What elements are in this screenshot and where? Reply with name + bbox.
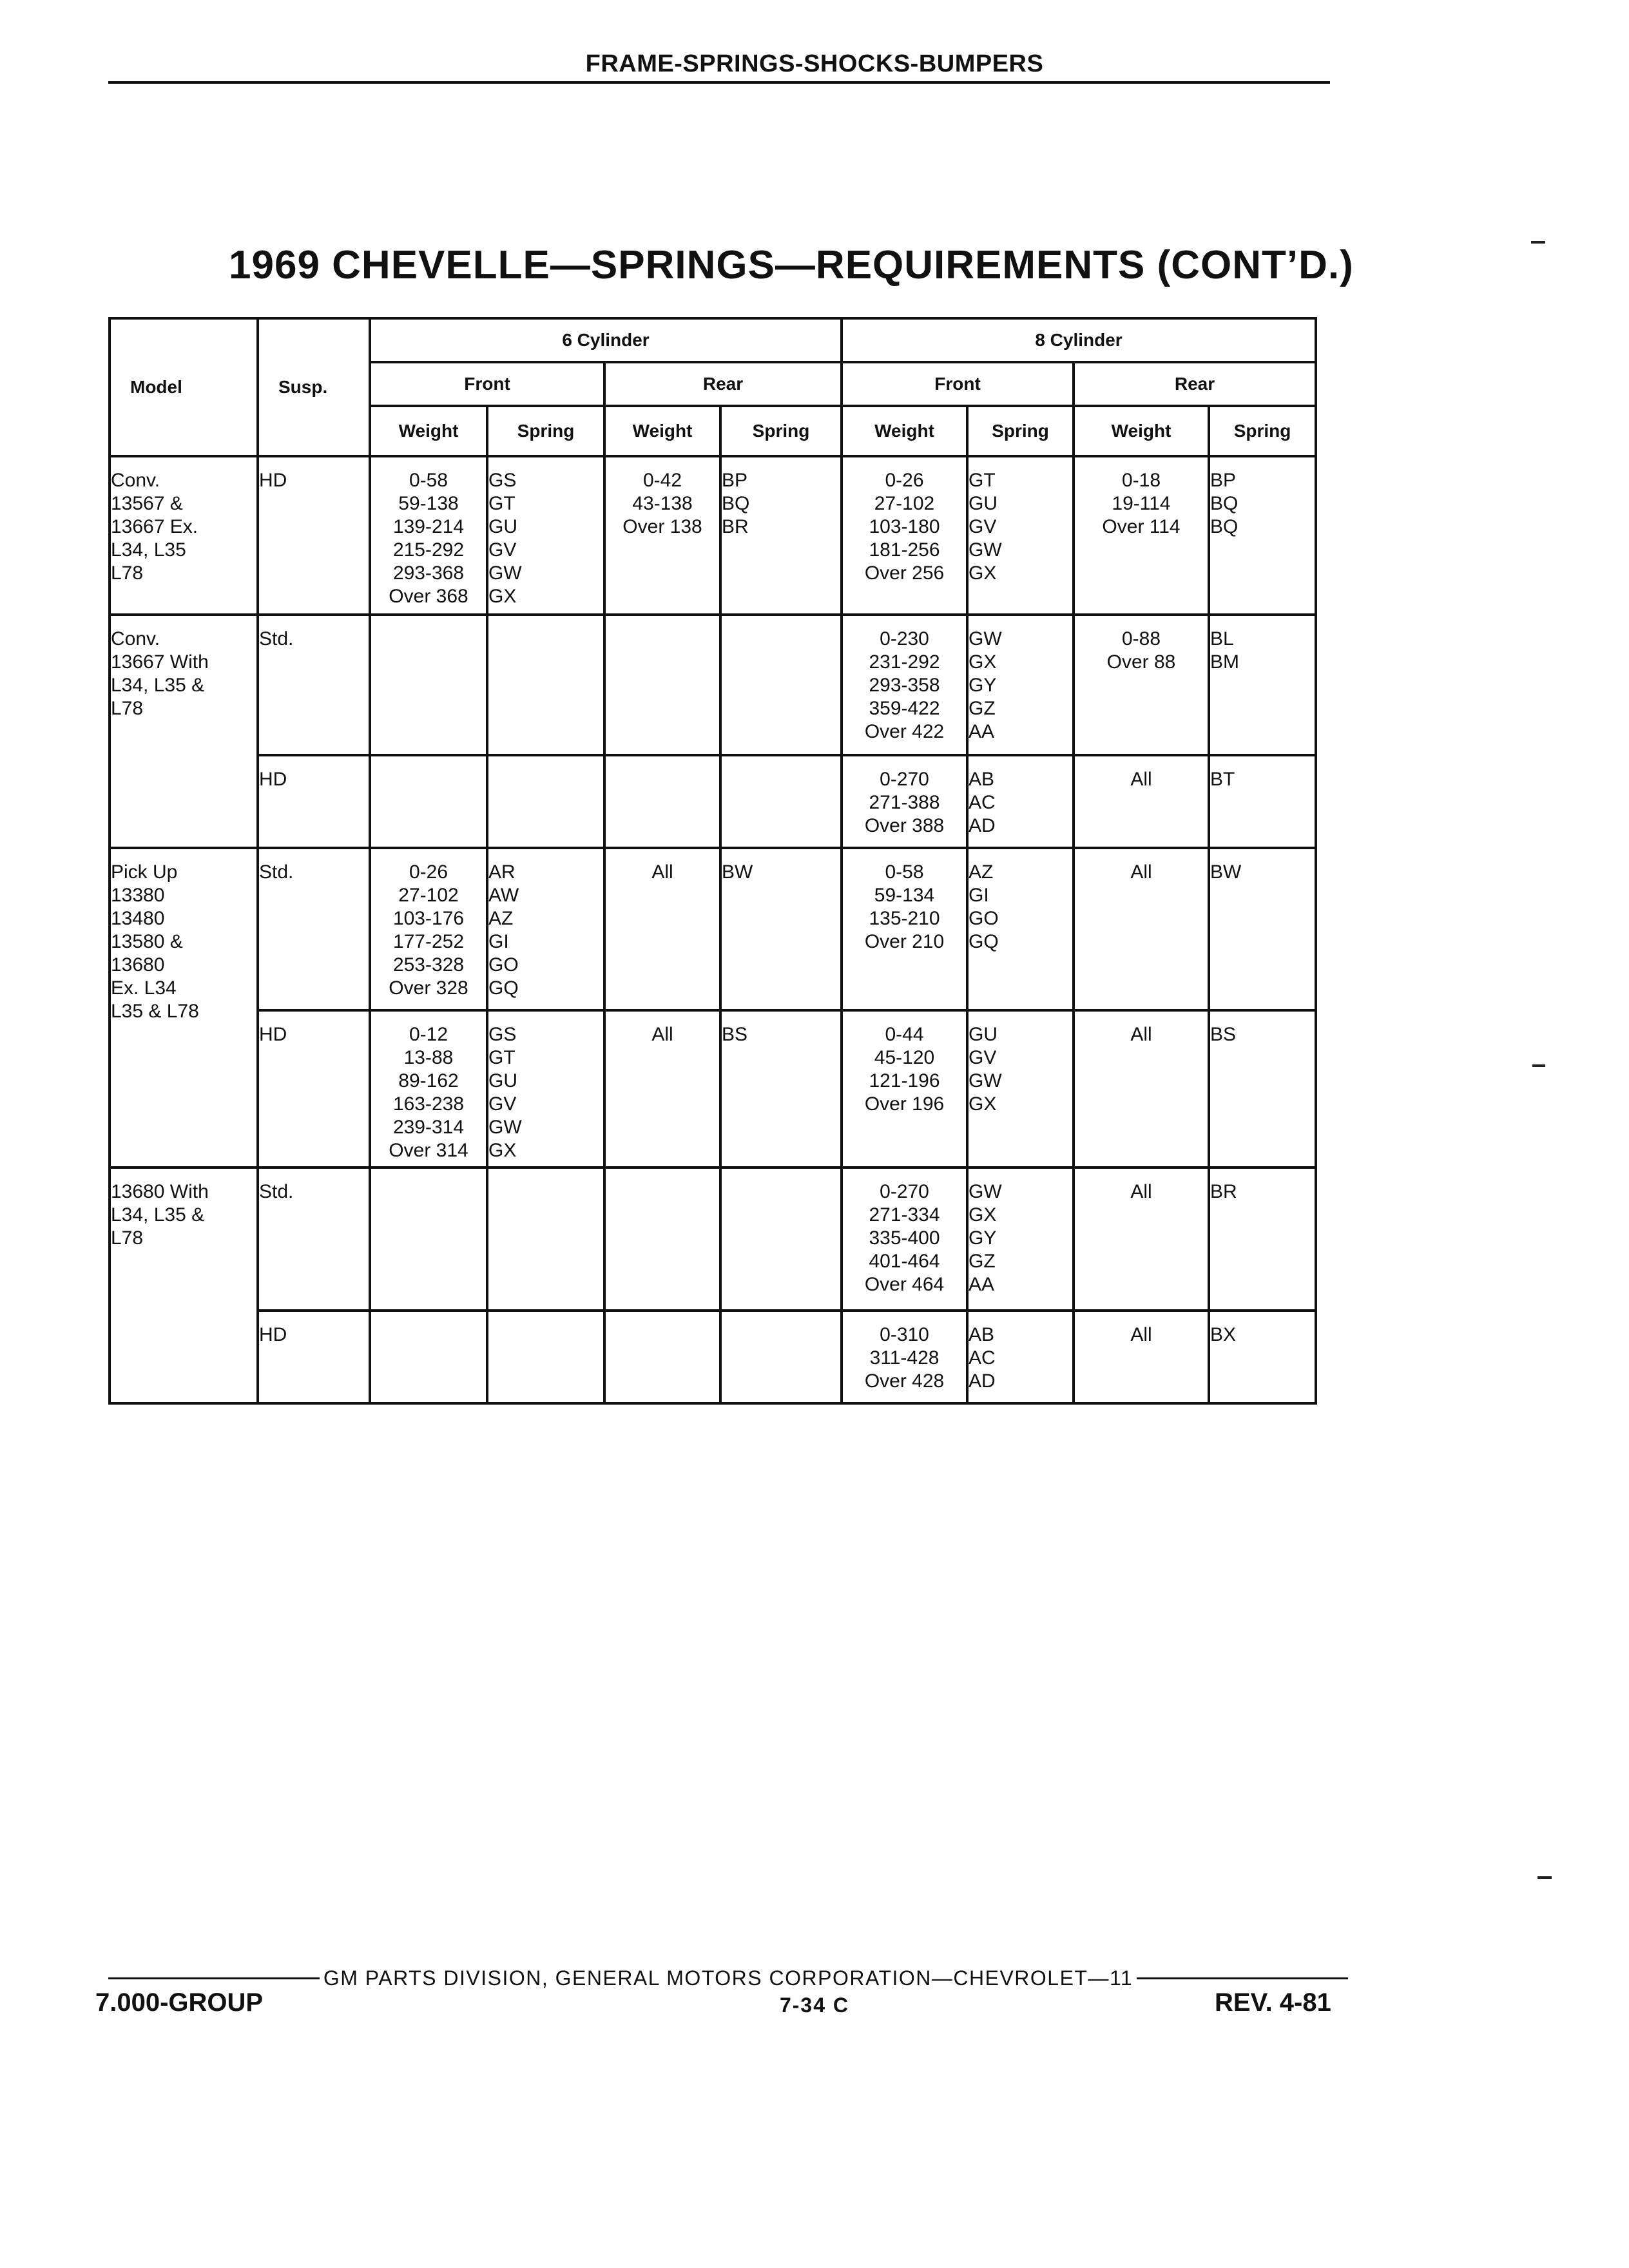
header-spring: Spring [967, 406, 1074, 456]
weight-value: 163-238 [392, 1093, 465, 1115]
weight-value: 401-464 [869, 1251, 940, 1272]
spring-code: BQ [1210, 493, 1239, 514]
suspension-cell: Std. [258, 1168, 370, 1311]
spring-code: GU [488, 1070, 517, 1091]
weight-value: 45-120 [874, 1047, 935, 1068]
suspension-cell: HD [258, 1010, 370, 1168]
model-line: L34, L35 & [111, 1204, 205, 1225]
weight-cell [842, 1168, 967, 1311]
weight-value: 135-210 [869, 908, 940, 929]
spring-code: GQ [969, 931, 999, 952]
weight-cell [604, 1010, 720, 1168]
spring-code: BW [1210, 861, 1242, 883]
spring-code: BT [1210, 769, 1235, 790]
spring-cell [967, 615, 1074, 755]
margin-mark [1537, 1876, 1552, 1879]
spring-cell [720, 1010, 842, 1168]
spring-code: GW [488, 1117, 522, 1138]
spring-code: GO [488, 954, 519, 975]
model-line: Pick Up [111, 861, 178, 883]
spring-code: GI [969, 885, 989, 906]
spring-code: GU [969, 493, 998, 514]
weight-value: 0-230 [880, 628, 929, 649]
header-susp: Susp. [258, 318, 370, 456]
table-body [110, 456, 1316, 1403]
weight-cell [1074, 456, 1209, 615]
header-8cyl-rear: Rear [1074, 362, 1316, 406]
spring-cell [720, 615, 842, 755]
weight-value: All [1130, 1181, 1152, 1202]
margin-mark [1531, 241, 1545, 244]
suspension-cell: HD [258, 456, 370, 615]
spring-cell [720, 755, 842, 848]
table-row [110, 615, 1316, 755]
spring-code: GU [969, 1024, 998, 1045]
weight-value: 103-180 [869, 516, 940, 537]
weight-value: Over 328 [389, 977, 468, 999]
weight-value: 0-88 [1121, 628, 1161, 649]
spring-cell [1209, 456, 1316, 615]
springs-requirements-table [108, 317, 1317, 1405]
weight-cell [842, 1010, 967, 1168]
weight-cell [842, 848, 967, 1010]
weight-cell [370, 615, 487, 755]
spring-code: GX [488, 586, 517, 607]
suspension-cell: HD [258, 755, 370, 848]
spring-code: GQ [488, 977, 519, 999]
spring-cell [1209, 1311, 1316, 1403]
model-line: 13567 & [111, 493, 183, 514]
weight-value: Over 368 [389, 586, 468, 607]
model-line: Conv. [111, 470, 160, 491]
table-row [110, 456, 1316, 615]
weight-value: 181-256 [869, 539, 940, 561]
weight-cell [370, 1311, 487, 1403]
weight-value: All [1130, 1324, 1152, 1345]
model-line: 13380 [111, 885, 165, 906]
spring-cell [967, 456, 1074, 615]
header-spring: Spring [720, 406, 842, 456]
header-6-cylinder: 6 Cylinder [370, 318, 842, 362]
weight-value: 43-138 [632, 493, 693, 514]
footer-page-number: 7-34 C [779, 1994, 850, 2017]
header-6cyl-front: Front [370, 362, 604, 406]
spring-cell [967, 1010, 1074, 1168]
spring-code: GZ [969, 1251, 996, 1272]
suspension-cell: HD [258, 1311, 370, 1403]
weight-cell [842, 456, 967, 615]
weight-value: 19-114 [1112, 493, 1171, 514]
spring-code: AB [969, 769, 995, 790]
weight-value: 0-58 [885, 861, 924, 883]
weight-cell [604, 615, 720, 755]
weight-cell [604, 1311, 720, 1403]
spring-cell [720, 456, 842, 615]
weight-value: 271-334 [869, 1204, 940, 1225]
weight-value: 0-18 [1121, 470, 1161, 491]
weight-value: 177-252 [392, 931, 465, 952]
spring-cell [967, 848, 1074, 1010]
spring-code: GT [488, 1047, 516, 1068]
weight-cell [842, 615, 967, 755]
weight-cell [1074, 1168, 1209, 1311]
weight-value: 0-310 [880, 1324, 929, 1345]
model-line: L34, L35 [111, 539, 186, 561]
spring-code: BW [722, 861, 753, 883]
header-spring: Spring [1209, 406, 1316, 456]
spring-code: AD [969, 1370, 996, 1392]
spring-code: GW [969, 539, 1002, 561]
model-line: 13680 With [111, 1181, 209, 1202]
weight-value: 27-102 [874, 493, 935, 514]
spring-code: BP [1210, 470, 1237, 491]
header-8-cylinder: 8 Cylinder [842, 318, 1316, 362]
spring-code: AZ [488, 908, 514, 929]
weight-value: 121-196 [869, 1070, 940, 1091]
spring-code: GV [969, 1047, 997, 1068]
spring-code: BR [1210, 1181, 1237, 1202]
spring-code: GY [969, 675, 997, 696]
spring-cell [1209, 848, 1316, 1010]
header-6cyl-rear: Rear [604, 362, 842, 406]
weight-cell [370, 456, 487, 615]
model-cell [110, 1168, 258, 1403]
spring-code: BP [722, 470, 748, 491]
weight-cell [1074, 1311, 1209, 1403]
spring-code: BQ [1210, 516, 1239, 537]
spring-code: AC [969, 792, 996, 813]
header-8cyl-front: Front [842, 362, 1074, 406]
header-weight: Weight [1074, 406, 1209, 456]
spring-code: GO [969, 908, 999, 929]
spring-cell [967, 1311, 1074, 1403]
weight-value: 0-42 [642, 470, 682, 491]
spring-code: GW [488, 562, 522, 584]
spring-code: AD [969, 815, 996, 836]
table-row [110, 1010, 1316, 1168]
weight-value: 359-422 [869, 698, 940, 719]
spring-cell [1209, 755, 1316, 848]
spring-code: GW [969, 1070, 1002, 1091]
model-line: Ex. L34 [111, 977, 177, 999]
weight-value: 0-26 [885, 470, 924, 491]
page-title: 1969 CHEVELLE—SPRINGS—REQUIREMENTS (CONT’D.) [229, 243, 1354, 287]
spring-cell [720, 848, 842, 1010]
header-spring: Spring [487, 406, 604, 456]
weight-value: 89-162 [398, 1070, 459, 1091]
weight-value: 231-292 [869, 651, 940, 673]
spring-code: BX [1210, 1324, 1237, 1345]
spring-cell [1209, 1010, 1316, 1168]
table-row [110, 1168, 1316, 1311]
weight-value: Over 388 [864, 815, 945, 836]
spring-code: GS [488, 1024, 517, 1045]
spring-cell [487, 1010, 604, 1168]
model-line: L78 [111, 698, 144, 719]
weight-cell [604, 456, 720, 615]
weight-value: Over 210 [864, 931, 945, 952]
model-cell [110, 848, 258, 1168]
model-line: L34, L35 & [111, 675, 205, 696]
header-weight: Weight [604, 406, 720, 456]
spring-code: GX [969, 1093, 997, 1115]
weight-cell [604, 755, 720, 848]
weight-value: 293-368 [392, 562, 465, 584]
weight-value: Over 114 [1102, 516, 1181, 537]
suspension-cell: Std. [258, 615, 370, 755]
weight-value: All [1130, 769, 1152, 790]
model-line: 13480 [111, 908, 165, 929]
section-header: FRAME-SPRINGS-SHOCKS-BUMPERS [585, 50, 1044, 77]
weight-value: 0-58 [409, 470, 448, 491]
weight-value: Over 464 [864, 1274, 945, 1295]
spring-cell [487, 848, 604, 1010]
spring-code: AA [969, 721, 995, 742]
weight-value: Over 196 [864, 1093, 945, 1115]
spring-cell [720, 1168, 842, 1311]
table-row [110, 1311, 1316, 1403]
weight-value: 0-270 [880, 769, 929, 790]
spring-code: BL [1210, 628, 1234, 649]
spring-code: GW [969, 1181, 1002, 1202]
spring-code: AA [969, 1274, 995, 1295]
footer-rule-left [108, 1977, 320, 1979]
footer-division-text: GM PARTS DIVISION, GENERAL MOTORS CORPORATION—CHEVROLET—11 [323, 1966, 1133, 1990]
spring-code: GT [488, 493, 516, 514]
weight-cell [370, 848, 487, 1010]
spring-cell [1209, 615, 1316, 755]
spring-code: GX [969, 562, 997, 584]
weight-value: All [1130, 861, 1152, 883]
spring-code: GZ [969, 698, 996, 719]
weight-value: Over 422 [864, 721, 945, 742]
spring-code: GW [969, 628, 1002, 649]
weight-value: All [651, 861, 673, 883]
suspension-cell: Std. [258, 848, 370, 1010]
spring-cell [487, 1311, 604, 1403]
weight-value: All [651, 1024, 673, 1045]
weight-value: Over 138 [622, 516, 702, 537]
spring-cell [487, 1168, 604, 1311]
weight-cell [370, 1010, 487, 1168]
model-line: 13580 & [111, 931, 183, 952]
weight-value: 335-400 [869, 1227, 940, 1249]
spring-code: GS [488, 470, 517, 491]
spring-cell [967, 1168, 1074, 1311]
spring-code: BR [722, 516, 749, 537]
table-row [110, 848, 1316, 1010]
weight-value: All [1130, 1024, 1152, 1045]
model-cell [110, 456, 258, 615]
spring-cell [720, 1311, 842, 1403]
spring-code: GT [969, 470, 996, 491]
spring-code: AR [488, 861, 516, 883]
weight-cell [842, 755, 967, 848]
weight-value: 271-388 [869, 792, 940, 813]
weight-value: 215-292 [392, 539, 465, 561]
model-line: Conv. [111, 628, 160, 649]
spring-code: GX [488, 1140, 517, 1161]
spring-code: GX [969, 1204, 997, 1225]
weight-value: 0-12 [409, 1024, 448, 1045]
spring-cell [487, 755, 604, 848]
weight-value: 293-358 [869, 675, 940, 696]
margin-mark [1532, 1064, 1545, 1067]
weight-value: Over 428 [864, 1370, 945, 1392]
spring-code: GV [969, 516, 997, 537]
spring-code: BS [1210, 1024, 1237, 1045]
spring-code: GV [488, 539, 517, 561]
spring-code: AZ [969, 861, 994, 883]
footer-revision: REV. 4-81 [1215, 1988, 1331, 2017]
weight-cell [1074, 1010, 1209, 1168]
spring-cell [487, 456, 604, 615]
spring-code: GU [488, 516, 517, 537]
spring-code: GV [488, 1093, 517, 1115]
weight-value: 311-428 [869, 1347, 940, 1369]
spring-cell [1209, 1168, 1316, 1311]
model-line: 13667 Ex. [111, 516, 198, 537]
weight-cell [1074, 755, 1209, 848]
spring-code: BS [722, 1024, 748, 1045]
header-weight: Weight [370, 406, 487, 456]
header-model: Model [110, 318, 258, 456]
footer-group: 7.000-GROUP [95, 1988, 264, 2017]
spring-cell [487, 615, 604, 755]
model-cell [110, 615, 258, 848]
model-line: L78 [111, 1227, 144, 1249]
weight-value: 0-26 [409, 861, 448, 883]
weight-value: 59-134 [874, 885, 935, 906]
spring-code: BQ [722, 493, 750, 514]
spring-code: GI [488, 931, 509, 952]
spring-code: GY [969, 1227, 997, 1249]
spring-code: AB [969, 1324, 995, 1345]
weight-value: 103-176 [392, 908, 465, 929]
weight-value: 59-138 [398, 493, 459, 514]
spring-code: BM [1210, 651, 1240, 673]
weight-value: Over 256 [864, 562, 945, 584]
spring-cell [967, 755, 1074, 848]
weight-value: 253-328 [392, 954, 465, 975]
model-line: 13680 [111, 954, 165, 975]
model-line: L78 [111, 562, 144, 584]
weight-cell [1074, 615, 1209, 755]
header-weight: Weight [842, 406, 967, 456]
weight-value: 139-214 [392, 516, 465, 537]
weight-cell [604, 1168, 720, 1311]
footer-division-line [108, 1966, 1348, 1990]
model-line: 13667 With [111, 651, 209, 673]
weight-value: 0-44 [885, 1024, 924, 1045]
spring-code: GX [969, 651, 997, 673]
weight-cell [370, 1168, 487, 1311]
weight-value: 27-102 [398, 885, 459, 906]
header-rule [108, 81, 1330, 84]
weight-cell [1074, 848, 1209, 1010]
weight-value: 0-270 [880, 1181, 929, 1202]
weight-value: Over 88 [1106, 651, 1176, 673]
spring-code: AC [969, 1347, 996, 1369]
table-row [110, 755, 1316, 848]
weight-value: 13-88 [403, 1047, 454, 1068]
weight-cell [604, 848, 720, 1010]
weight-cell [842, 1311, 967, 1403]
weight-value: 239-314 [392, 1117, 465, 1138]
spring-code: AW [488, 885, 519, 906]
footer-rule-right [1137, 1977, 1348, 1979]
weight-value: Over 314 [389, 1140, 468, 1161]
weight-cell [370, 755, 487, 848]
model-line: L35 & L78 [111, 1001, 199, 1022]
